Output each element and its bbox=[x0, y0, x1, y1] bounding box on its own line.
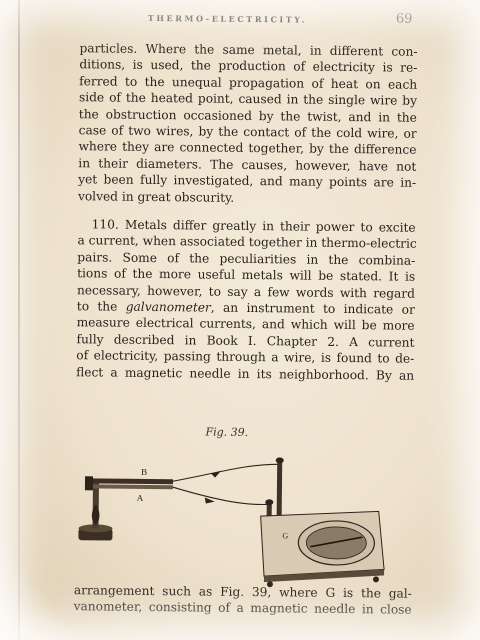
text-line: case of two wires, by the contact of the cold wire, or bbox=[78, 123, 417, 141]
text-line: the obstruction occasioned by the twist, and in the bbox=[78, 106, 417, 125]
text-line: ferred to the unequal propagation of heat on each bbox=[79, 74, 418, 92]
text-line: tions of the more useful metals will be stated. It is bbox=[77, 266, 416, 284]
bar-a bbox=[89, 484, 173, 489]
label-a: A bbox=[136, 492, 144, 503]
bar-clamp bbox=[85, 476, 93, 490]
text-line: yet been fully investigated, and many points are in- bbox=[78, 172, 417, 190]
bar-b bbox=[89, 478, 173, 484]
wire-upper bbox=[173, 463, 279, 482]
text-line: side of the heated point, caused in the single wire by bbox=[78, 90, 418, 108]
text-line: pairs. Some of the peculiarities in the combina- bbox=[77, 250, 416, 268]
text-line: necessary, however, to say a few words with regard bbox=[76, 282, 416, 301]
text-line: vanometer, consisting of a magnetic needle in close bbox=[73, 599, 412, 618]
text-line: volved in great obscurity. bbox=[77, 188, 235, 205]
text-line: a current, when associated together in thermo-electric bbox=[77, 233, 417, 252]
text-line: 110. Metals differ greatly in their power to excite bbox=[91, 217, 416, 235]
book-page bbox=[53, 4, 430, 640]
text-line: in their diameters. The causes, however, have not bbox=[78, 156, 417, 174]
text-line: where they are connected together, by the difference bbox=[78, 139, 417, 158]
book-gutter bbox=[18, 0, 20, 640]
page-number: 69 bbox=[395, 11, 413, 27]
text-line: ditions, is used, the production of electricity is re- bbox=[79, 57, 418, 76]
figure-caption: Fig. 39. bbox=[205, 425, 249, 439]
label-b: B bbox=[141, 466, 148, 477]
galvanometer-coil bbox=[306, 527, 366, 560]
label-g: G bbox=[282, 531, 289, 541]
paragraph-110 bbox=[76, 216, 416, 384]
text-line: measure electrical currents, and which will be more bbox=[76, 315, 415, 334]
binding-post-right-cap bbox=[276, 457, 284, 463]
text-line: arrangement such as Fig. 39, where G is the gal- bbox=[73, 583, 412, 601]
foot bbox=[373, 576, 379, 582]
paragraph-1 bbox=[78, 40, 418, 208]
text-line: flect a magnetic needle in its neighborhood. By an bbox=[76, 364, 415, 383]
text-line: particles. Where the same metal, in different con- bbox=[79, 41, 418, 59]
galvanometer-term: galvanometer bbox=[125, 299, 211, 315]
text-line: of electricity, passing through a wire, is found to de- bbox=[76, 348, 415, 366]
arrow-upper bbox=[211, 471, 221, 478]
wire-lower bbox=[173, 487, 271, 504]
text-line: fully described in Book I. Chapter 2. A current bbox=[76, 332, 415, 350]
text-run: to the bbox=[76, 299, 126, 314]
running-head: THERMO-ELECTRICITY. bbox=[147, 12, 308, 25]
figure-39-illustration bbox=[64, 442, 396, 593]
text-run: , an instrument to indicate or bbox=[210, 300, 415, 317]
paragraph-continued bbox=[74, 582, 412, 618]
